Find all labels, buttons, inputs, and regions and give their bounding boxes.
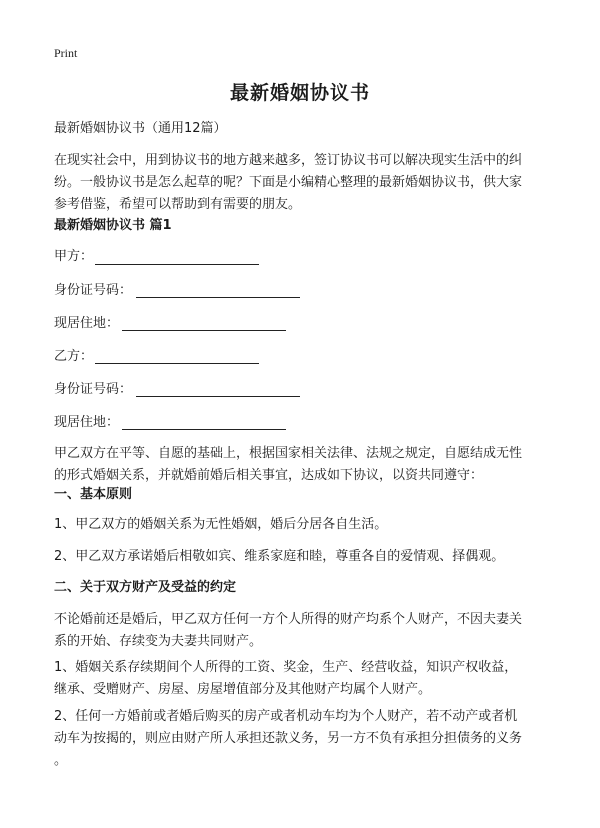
- document-title: 最新婚姻协议书: [229, 82, 370, 104]
- property-item-1: [54, 657, 554, 701]
- principle-item: 2、甲乙双方承诺婚后相敬如宾、维系家庭和睦，尊重各自的爱情观、择偶观。: [54, 549, 505, 564]
- intro-line: 参考借鉴，希望可以帮助到有需要的朋友。: [54, 197, 302, 212]
- document-subtitle: 最新婚姻协议书（通用12篇）: [54, 121, 227, 136]
- print-link[interactable]: Print: [54, 46, 78, 60]
- party-b-id-blank: [136, 396, 300, 397]
- agreement-paragraph: [54, 443, 554, 487]
- party-a-id-label: 身份证号码：: [54, 283, 133, 298]
- heading-basic-principles: 一、基本原则: [54, 487, 133, 502]
- party-a-address-blank: [122, 330, 286, 331]
- property-intro-line: 不论婚前还是婚后，甲乙双方任何一方个人所得的财产均系个人财产，不因夫妻关: [54, 612, 523, 627]
- property-intro-paragraph: [54, 609, 554, 653]
- intro-line: 在现实社会中，用到协议书的地方越来越多，签订协议书可以解决现实生活中的纠: [54, 153, 523, 168]
- principle-item: 1、甲乙双方的婚姻关系为无性婚姻，婚后分居各自生活。: [54, 517, 388, 532]
- party-a-id-blank: [136, 297, 300, 298]
- party-a-blank: [95, 264, 259, 265]
- section-title: 最新婚姻协议书 篇1: [54, 218, 172, 233]
- property-item-line: 继承、受赠财产、房屋、房屋增值部分及其他财产均属个人财产。: [54, 682, 432, 697]
- agreement-line: 甲乙双方在平等、自愿的基础上，根据国家相关法律、法规之规定，自愿结成无性: [54, 446, 523, 461]
- intro-line: 纷。一般协议书是怎么起草的呢？下面是小编精心整理的最新婚姻协议书，供大家: [54, 175, 523, 190]
- agreement-line: 的形式婚姻关系，并就婚前婚后相关事宜，达成如下协议，以资共同遵守：: [54, 468, 484, 483]
- heading-property: 二、关于双方财产及受益的约定: [54, 580, 237, 595]
- property-item-line: 1、婚姻关系存续期间个人所得的工资、奖金，生产、经营收益，知识产权收益，: [54, 660, 518, 675]
- party-b-address-blank: [122, 429, 286, 430]
- party-a-address-label: 现居住地：: [54, 316, 120, 331]
- party-b-blank: [95, 363, 259, 364]
- intro-paragraph: [54, 150, 554, 216]
- property-item-line: 动车为按揭的，则应由财产所人承担还款义务，另一方不负有承担分担债务的义务: [54, 731, 523, 746]
- property-item-line: 。: [54, 753, 68, 768]
- party-a-label: 甲方：: [54, 249, 94, 264]
- party-b-id-label: 身份证号码：: [54, 382, 133, 397]
- party-b-address-label: 现居住地：: [54, 415, 120, 430]
- party-b-label: 乙方：: [54, 349, 94, 364]
- property-item-line: 2、任何一方婚前或者婚后购买的房产或者机动车均为个人财产，若不动产或者机: [54, 709, 518, 724]
- property-item-2: [54, 706, 554, 772]
- property-intro-line: 系的开始、存续变为夫妻共同财产。: [54, 634, 263, 649]
